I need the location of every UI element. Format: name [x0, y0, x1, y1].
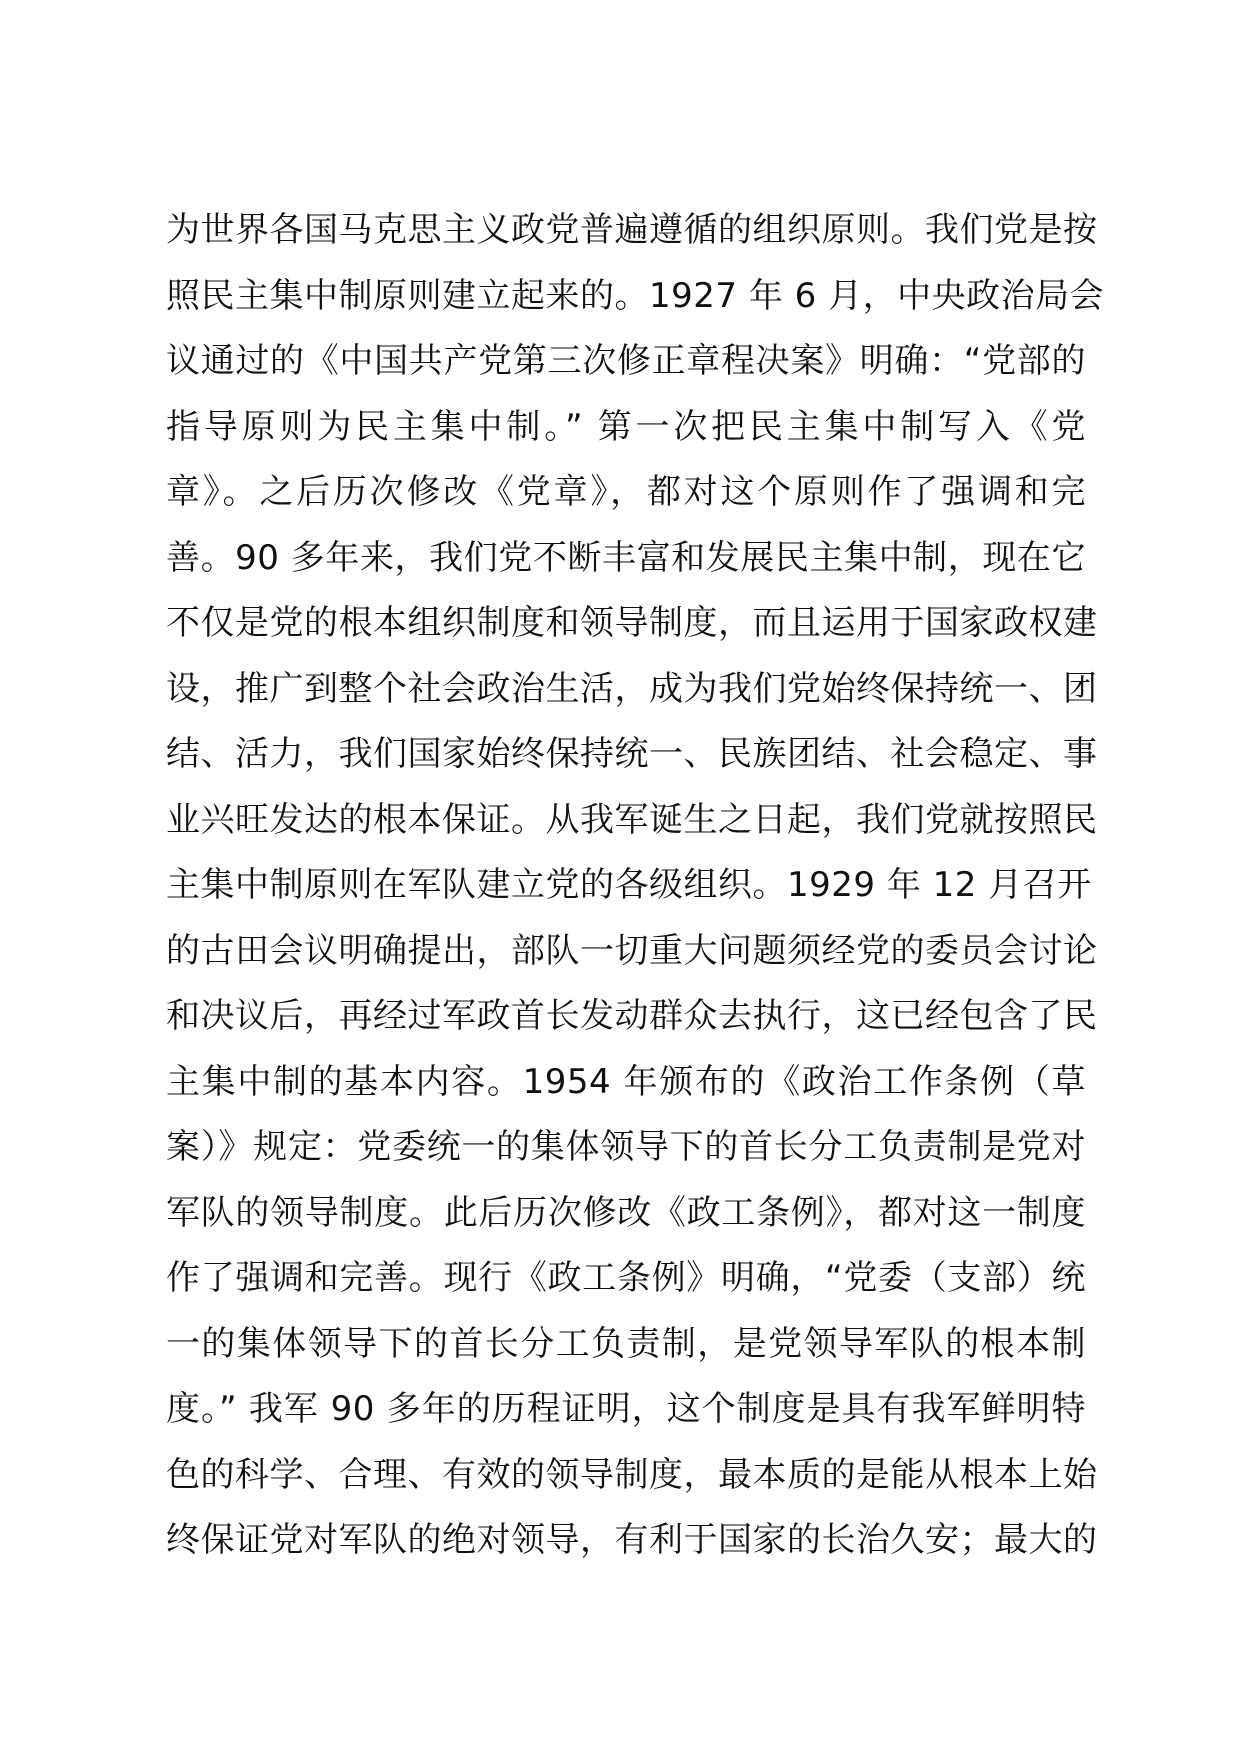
text-line: 章》。之后历次修改《党章》，都对这个原则作了强调和完: [166, 472, 1086, 512]
text-line: 军队的领导制度。此后历次修改《政工条例》，都对这一制度: [166, 1192, 1086, 1233]
text-line: 终保证党对军队的绝对领导，有利于国家的长治久安；最大的: [166, 1520, 1098, 1560]
text-line: 业兴旺发达的根本保证。从我军诞生之日起，我们党就按照民: [166, 799, 1098, 840]
text-line: 案）》规定：党委统一的集体领导下的首长分工负责制是党对: [166, 1127, 1086, 1167]
text-line: 的古田会议明确提出，部队一切重大问题须经党的委员会讨论: [166, 930, 1098, 971]
text-line: 主集中制原则在军队建立党的各级组织。1929 年 12 月召开: [166, 865, 1092, 905]
text-line: 善。90 多年来，我们党不断丰富和发展民主集中制，现在它: [166, 537, 1086, 578]
text-line: 指导原则为民主集中制。” 第一次把民主集中制写入《党: [166, 406, 1086, 447]
text-line: 作了强调和完善。现行《政工条例》明确，“党委（支部）统: [166, 1258, 1086, 1298]
text-line: 为世界各国马克思主义政党普遍遵循的组织原则。我们党是按: [166, 210, 1098, 250]
text-line: 照民主集中制原则建立起来的。1927 年 6 月，中央政治局会: [166, 275, 1105, 316]
text-line: 度。” 我军 90 多年的历程证明，这个制度是具有我军鲜明特: [166, 1389, 1086, 1429]
text-line: 设，推广到整个社会政治生活，成为我们党始终保持统一、团: [166, 668, 1098, 709]
text-line: 结、活力，我们国家始终保持统一、民族团结、社会稳定、事: [166, 734, 1098, 774]
text-line: 议通过的《中国共产党第三次修正章程决案》明确：“党部的: [166, 341, 1086, 381]
text-line: 不仅是党的根本组织制度和领导制度，而且运用于国家政权建: [166, 603, 1098, 643]
text-line: 色的科学、合理、有效的领导制度，最本质的是能从根本上始: [166, 1454, 1098, 1495]
text-line: 一的集体领导下的首长分工负责制，是党领导军队的根本制: [166, 1323, 1086, 1364]
body-text: [166, 198, 1105, 1574]
text-line: 和决议后，再经过军政首长发动群众去执行，这已经包含了民: [166, 996, 1098, 1036]
text-line: 主集中制的基本内容。1954 年颁布的《政治工作条例（草: [166, 1061, 1086, 1102]
